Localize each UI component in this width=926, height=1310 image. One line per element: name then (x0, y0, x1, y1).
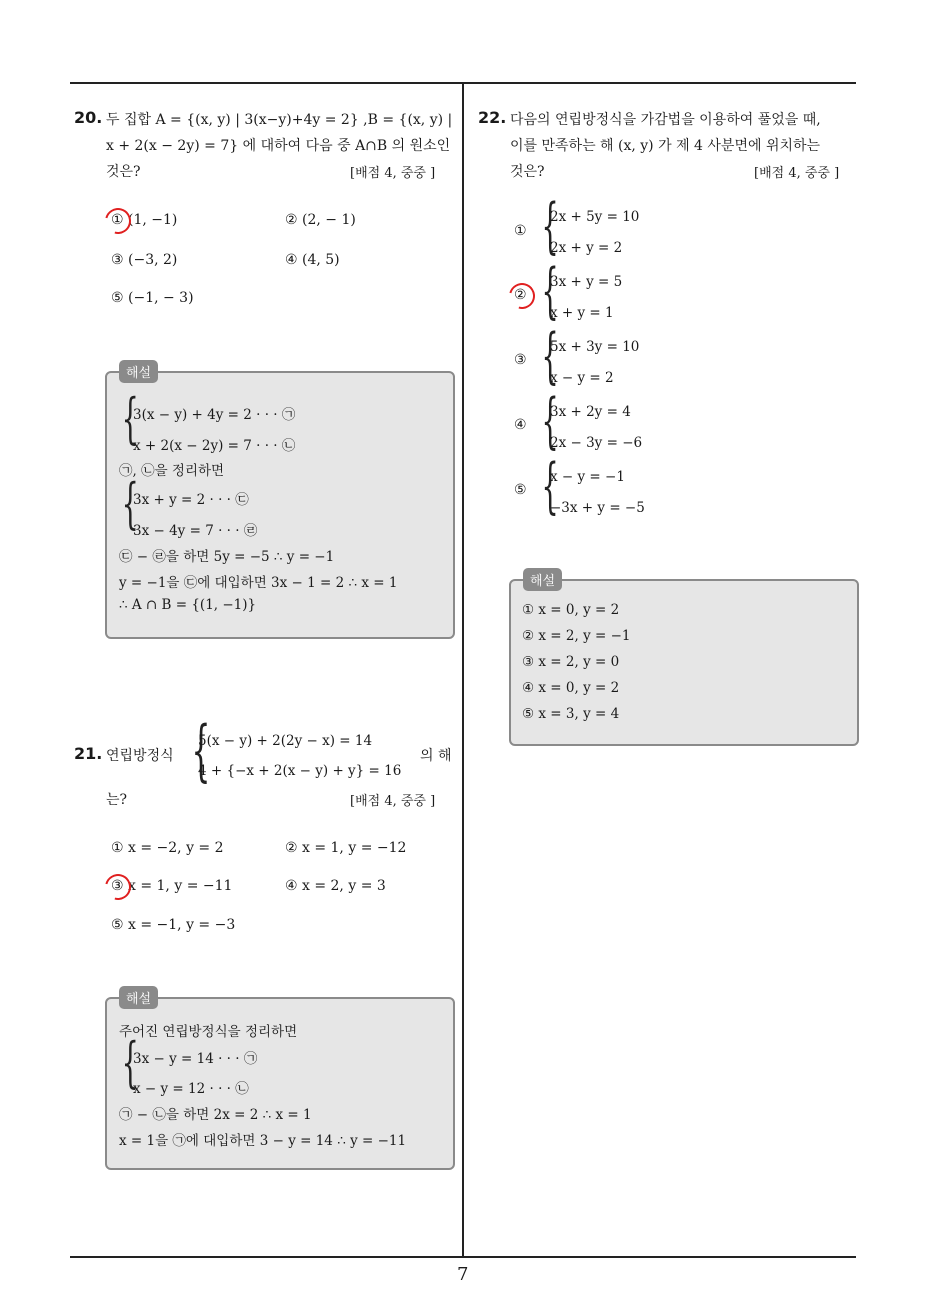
question-text-line3: 것은? (106, 164, 141, 180)
choice-3[interactable]: ③ (514, 352, 527, 368)
answer-circle-mark (504, 278, 540, 314)
page-number: 7 (457, 1264, 469, 1285)
question-text-line2: 이를 만족하는 해 (x, y) 가 제 4 사분면에 위치하는 (510, 138, 821, 154)
choice-1-equation-1: 2x + 5y = 10 (550, 209, 640, 225)
choice-5[interactable]: ⑤ (514, 482, 527, 498)
solution-line: ④ x = 0, y = 2 (522, 680, 620, 696)
column-divider (462, 82, 464, 1258)
brace-icon: { (541, 256, 559, 326)
choice-1[interactable]: ① (1, −1) (111, 212, 178, 228)
solution-line: x − y = 12 · · · ㉡ (133, 1081, 249, 1097)
bottom-rule (70, 1256, 856, 1258)
choice-5[interactable]: ⑤ x = −1, y = −3 (111, 917, 236, 933)
brace-icon: { (121, 472, 139, 535)
brace-icon: { (541, 451, 559, 521)
question-text-line2: x + 2(x − 2y) = 7} 에 대하여 다음 중 A∩B 의 원소인 (106, 138, 451, 154)
choice-2-equation-1: 3x + y = 5 (550, 274, 623, 290)
choice-5[interactable]: ⑤ (−1, − 3) (111, 290, 194, 306)
solution-line: x + 2(x − 2y) = 7 · · · ㉡ (133, 438, 296, 454)
solution-line: 주어진 연립방정식을 정리하면 (119, 1024, 298, 1040)
solution-line: y = −1을 ㉢에 대입하면 3x − 1 = 2 ∴ x = 1 (119, 575, 398, 591)
solution-line: 3x + y = 2 · · · ㉢ (133, 492, 249, 508)
score-label: [배점 4, 중중 ] (754, 166, 840, 181)
solution-line: ∴ A ∩ B = {(1, −1)} (119, 597, 257, 613)
solution-line: ㉠, ㉡을 정리하면 (119, 463, 225, 479)
brace-icon: { (121, 1031, 139, 1094)
choice-1[interactable]: ① x = −2, y = 2 (111, 840, 224, 856)
choice-4-equation-2: 2x − 3y = −6 (550, 435, 643, 451)
brace-icon: { (121, 387, 139, 450)
solution-line: 3(x − y) + 4y = 2 · · · ㉠ (133, 407, 296, 423)
brace-icon: { (541, 321, 559, 391)
solution-tag: 해설 (119, 986, 158, 1009)
solution-line: ① x = 0, y = 2 (522, 602, 620, 618)
solution-line: ② x = 2, y = −1 (522, 628, 631, 644)
choice-4-equation-1: 3x + 2y = 4 (550, 404, 631, 420)
question-number: 21. (74, 744, 103, 763)
choice-2-equation-2: x + y = 1 (550, 305, 614, 321)
solution-line: ㉢ − ㉣을 하면 5y = −5 ∴ y = −1 (119, 549, 335, 565)
question-text-line1: 두 집합 A = {(x, y) | 3(x−y)+4y = 2} ,B = {(x, y) | (106, 112, 453, 128)
choice-3[interactable]: ③ (−3, 2) (111, 252, 178, 268)
choice-3[interactable]: ③ x = 1, y = −11 (111, 878, 233, 894)
answer-circle-mark (100, 203, 136, 239)
brace-icon: { (191, 712, 211, 789)
system-equation-1: 5(x − y) + 2(2y − x) = 14 (198, 733, 373, 749)
question-suffix: 의 해 (420, 748, 452, 764)
choice-2[interactable]: ② (514, 287, 527, 303)
choice-5-equation-1: x − y = −1 (550, 469, 625, 485)
solution-line: 3x − 4y = 7 · · · ㉣ (133, 523, 258, 539)
solution-line: ㉠ − ㉡을 하면 2x = 2 ∴ x = 1 (119, 1107, 312, 1123)
question-text-line2: 는? (106, 792, 128, 808)
question-number: 22. (478, 108, 507, 127)
question-prefix: 연립방정식 (106, 748, 174, 764)
choice-4[interactable]: ④ x = 2, y = 3 (285, 878, 386, 894)
brace-icon: { (541, 191, 559, 261)
solution-line: x = 1을 ㉠에 대입하면 3 − y = 14 ∴ y = −11 (119, 1133, 407, 1149)
score-label: [배점 4, 중중 ] (350, 166, 436, 181)
question-text-line1: 다음의 연립방정식을 가감법을 이용하여 풀었을 때, (510, 112, 821, 128)
choice-1[interactable]: ① (514, 223, 527, 239)
choice-1-equation-2: 2x + y = 2 (550, 240, 623, 256)
choice-4[interactable]: ④ (514, 417, 527, 433)
brace-icon: { (541, 386, 559, 456)
solution-line: ③ x = 2, y = 0 (522, 654, 620, 670)
choice-3-equation-1: 5x + 3y = 10 (550, 339, 640, 355)
solution-line: 3x − y = 14 · · · ㉠ (133, 1051, 258, 1067)
choice-4[interactable]: ④ (4, 5) (285, 252, 340, 268)
question-text-line3: 것은? (510, 164, 545, 180)
choice-2[interactable]: ② (2, − 1) (285, 212, 356, 228)
answer-circle-mark (100, 869, 136, 905)
score-label: [배점 4, 중중 ] (350, 794, 436, 809)
choice-3-equation-2: x − y = 2 (550, 370, 614, 386)
question-number: 20. (74, 108, 103, 127)
solution-line: ⑤ x = 3, y = 4 (522, 706, 620, 722)
system-equation-2: 4 + {−x + 2(x − y) + y} = 16 (198, 763, 402, 779)
choice-2[interactable]: ② x = 1, y = −12 (285, 840, 407, 856)
choice-5-equation-2: −3x + y = −5 (550, 500, 645, 516)
solution-tag: 해설 (523, 568, 562, 591)
solution-tag: 해설 (119, 360, 158, 383)
